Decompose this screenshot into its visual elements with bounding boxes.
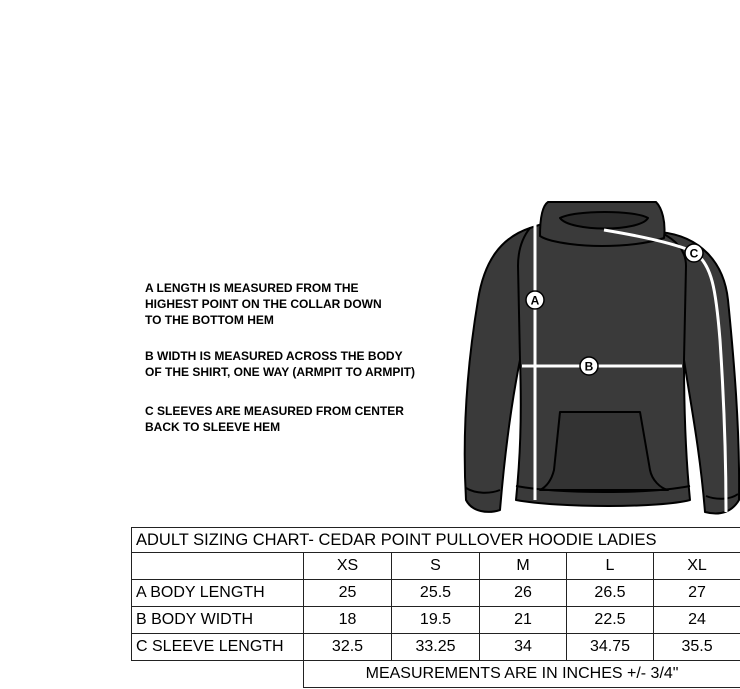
marker-c bbox=[685, 244, 703, 262]
table-cell: 21 bbox=[480, 607, 567, 634]
size-header: XL bbox=[654, 553, 740, 580]
table-cell: 25.5 bbox=[392, 580, 480, 607]
table-cell: 33.25 bbox=[392, 634, 480, 661]
size-header: S bbox=[392, 553, 480, 580]
chart-title: ADULT SIZING CHART- CEDAR POINT PULLOVER HOODIE LADIES bbox=[132, 528, 740, 553]
instruction-width: B WIDTH IS MEASURED ACROSS THE BODY OF THE SHIRT, ONE WAY (ARMPIT TO ARMPIT) bbox=[145, 349, 416, 379]
table-row bbox=[132, 580, 740, 607]
row-label: B BODY WIDTH bbox=[132, 607, 304, 634]
marker-b bbox=[580, 357, 598, 375]
hoodie-diagram bbox=[460, 198, 740, 523]
footnote-row bbox=[132, 661, 740, 688]
header-blank-cell bbox=[132, 553, 304, 580]
table-cell: 24 bbox=[654, 607, 740, 634]
marker-c-label: C bbox=[689, 246, 699, 261]
marker-b-label: B bbox=[584, 359, 594, 374]
table-cell: 26.5 bbox=[567, 580, 654, 607]
table-cell: 18 bbox=[304, 607, 392, 634]
table-cell: 34 bbox=[480, 634, 567, 661]
row-label: C SLEEVE LENGTH bbox=[132, 634, 304, 661]
table-cell: 27 bbox=[654, 580, 740, 607]
table-cell: 19.5 bbox=[392, 607, 480, 634]
hood-opening bbox=[560, 212, 648, 229]
table-cell: 35.5 bbox=[654, 634, 740, 661]
size-header-row bbox=[132, 553, 740, 580]
table-cell: 32.5 bbox=[304, 634, 392, 661]
marker-a-label: A bbox=[530, 293, 540, 308]
size-header: M bbox=[480, 553, 567, 580]
size-header: XS bbox=[304, 553, 392, 580]
measurement-footnote: MEASUREMENTS ARE IN INCHES +/- 3/4" bbox=[304, 661, 740, 688]
size-header: L bbox=[567, 553, 654, 580]
chart-title-row bbox=[132, 528, 740, 553]
sizing-chart-table bbox=[131, 527, 740, 688]
table-cell: 34.75 bbox=[567, 634, 654, 661]
table-cell: 26 bbox=[480, 580, 567, 607]
footnote-blank-cell bbox=[132, 661, 304, 688]
instruction-length: A LENGTH IS MEASURED FROM THE HIGHEST POINT ON THE COLLAR DOWN TO THE BOTTOM HEM bbox=[145, 281, 382, 327]
instruction-sleeve: C SLEEVES ARE MEASURED FROM CENTER BACK TO SLEEVE HEM bbox=[145, 404, 404, 434]
table-cell: 25 bbox=[304, 580, 392, 607]
measurement-instructions bbox=[145, 280, 455, 434]
table-cell: 22.5 bbox=[567, 607, 654, 634]
table-row bbox=[132, 634, 740, 661]
row-label: A BODY LENGTH bbox=[132, 580, 304, 607]
table-row bbox=[132, 607, 740, 634]
marker-a bbox=[526, 291, 544, 309]
